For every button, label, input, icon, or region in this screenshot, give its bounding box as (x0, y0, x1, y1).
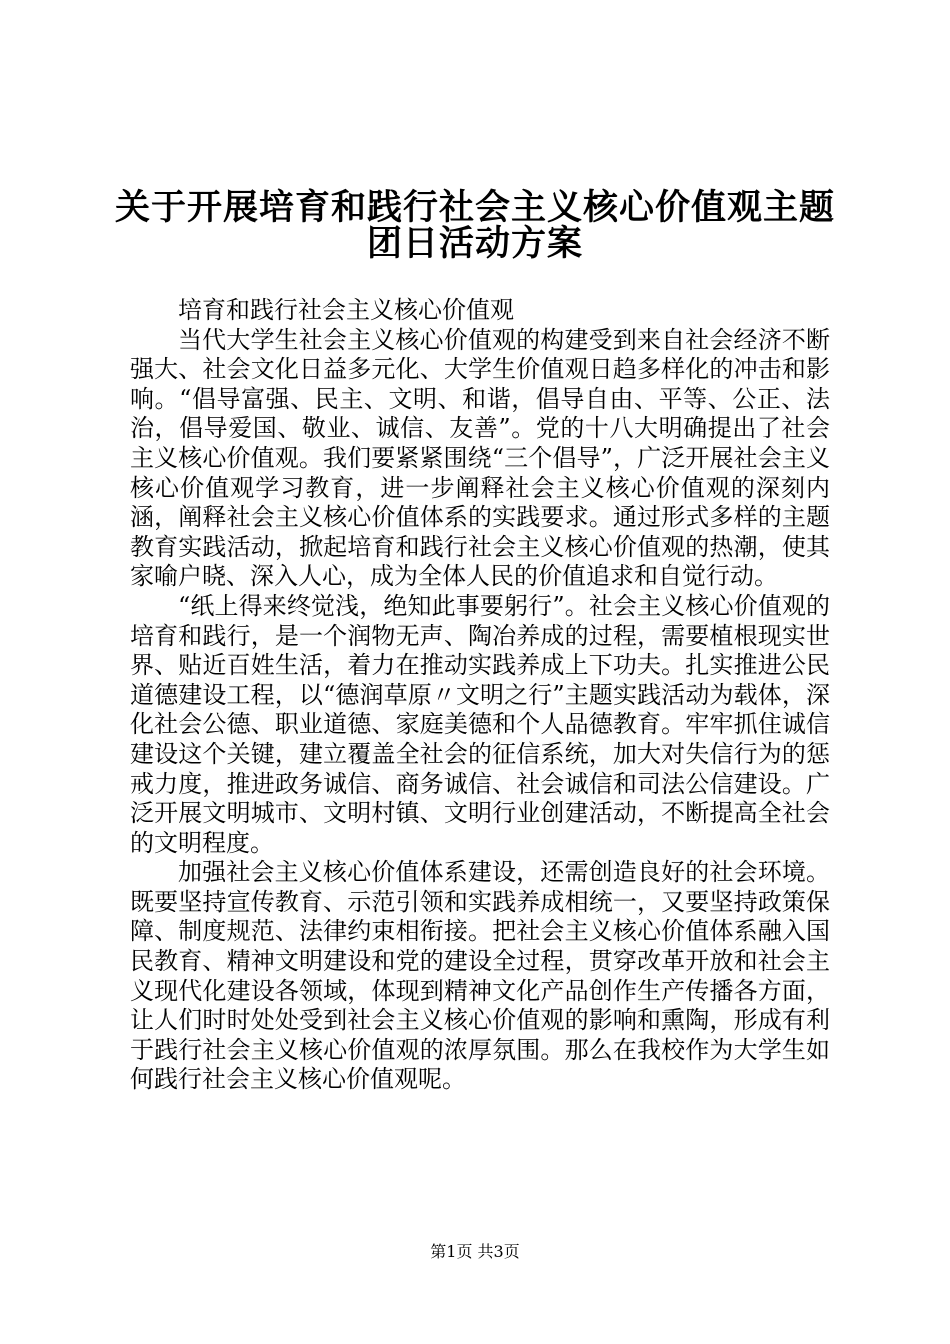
document-body (130, 296, 830, 1095)
document-title-line-2: 团日活动方案 (366, 224, 583, 264)
document-subtitle: 培育和践行社会主义核心价值观 (178, 296, 514, 324)
body-paragraph-2: “纸上得来终觉浅，绝知此事要躬行”。社会主义核心价值观的培育和践行，是一个润物无声、陶冶养成的过程，需要植根现实世界、贴近百姓生活，着力在推动实践养成上下功夫。扎实推进公民道德建设工程，以“德润草原〃文明之行”主题实践活动为载体，深化社会公德、职业道德、家庭美德和个人品德教育。牢牢抓住诚信建设这个关键，建立覆盖全社会的征信系统，加大对失信行为的惩戒力度，推进政务诚信、商务诚信、社会诚信和司法公信建设。广泛开展文明城市、文明村镇、文明行业创建活动，不断提高全社会的文明程度。 (130, 591, 830, 857)
document-title-line-1: 关于开展培育和践行社会主义核心价值观主题 (114, 188, 835, 228)
page-number-footer: 第1页 共3页 (430, 1242, 520, 1261)
body-paragraph-3: 加强社会主义核心价值体系建设，还需创造良好的社会环境。既要坚持宣传教育、示范引领和实践养成相统一，又要坚持政策保障、制度规范、法律约束相衔接。把社会主义核心价值体系融入国民教育、精神文明建设和党的建设全过程，贯穿改革开放和社会主义现代化建设各领域，体现到精神文化产品创作生产传播各方面，让人们时时处处受到社会主义核心价值观的影响和熏陶，形成有利于践行社会主义核心价值观的浓厚氛围。那么在我校作为大学生如何践行社会主义核心价值观呢。 (130, 858, 830, 1094)
body-paragraph-1: 当代大学生社会主义核心价值观的构建受到来自社会经济不断强大、社会文化日益多元化、大学生价值观日趋多样化的冲击和影响。“倡导富强、民主、文明、和谐，倡导自由、平等、公正、法治，倡导爱国、敬业、诚信、友善”。党的十八大明确提出了社会主义核心价值观。我们要紧紧围绕“三个倡导”，广泛开展社会主义核心价值观学习教育，进一步阐释社会主义核心价值观的深刻内涵，阐释社会主义核心价值体系的实践要求。通过形式多样的主题教育实践活动，掀起培育和践行社会主义核心价值观的热潮，使其家喻户晓、深入人心，成为全体人民的价值追求和自觉行动。 (130, 325, 830, 591)
